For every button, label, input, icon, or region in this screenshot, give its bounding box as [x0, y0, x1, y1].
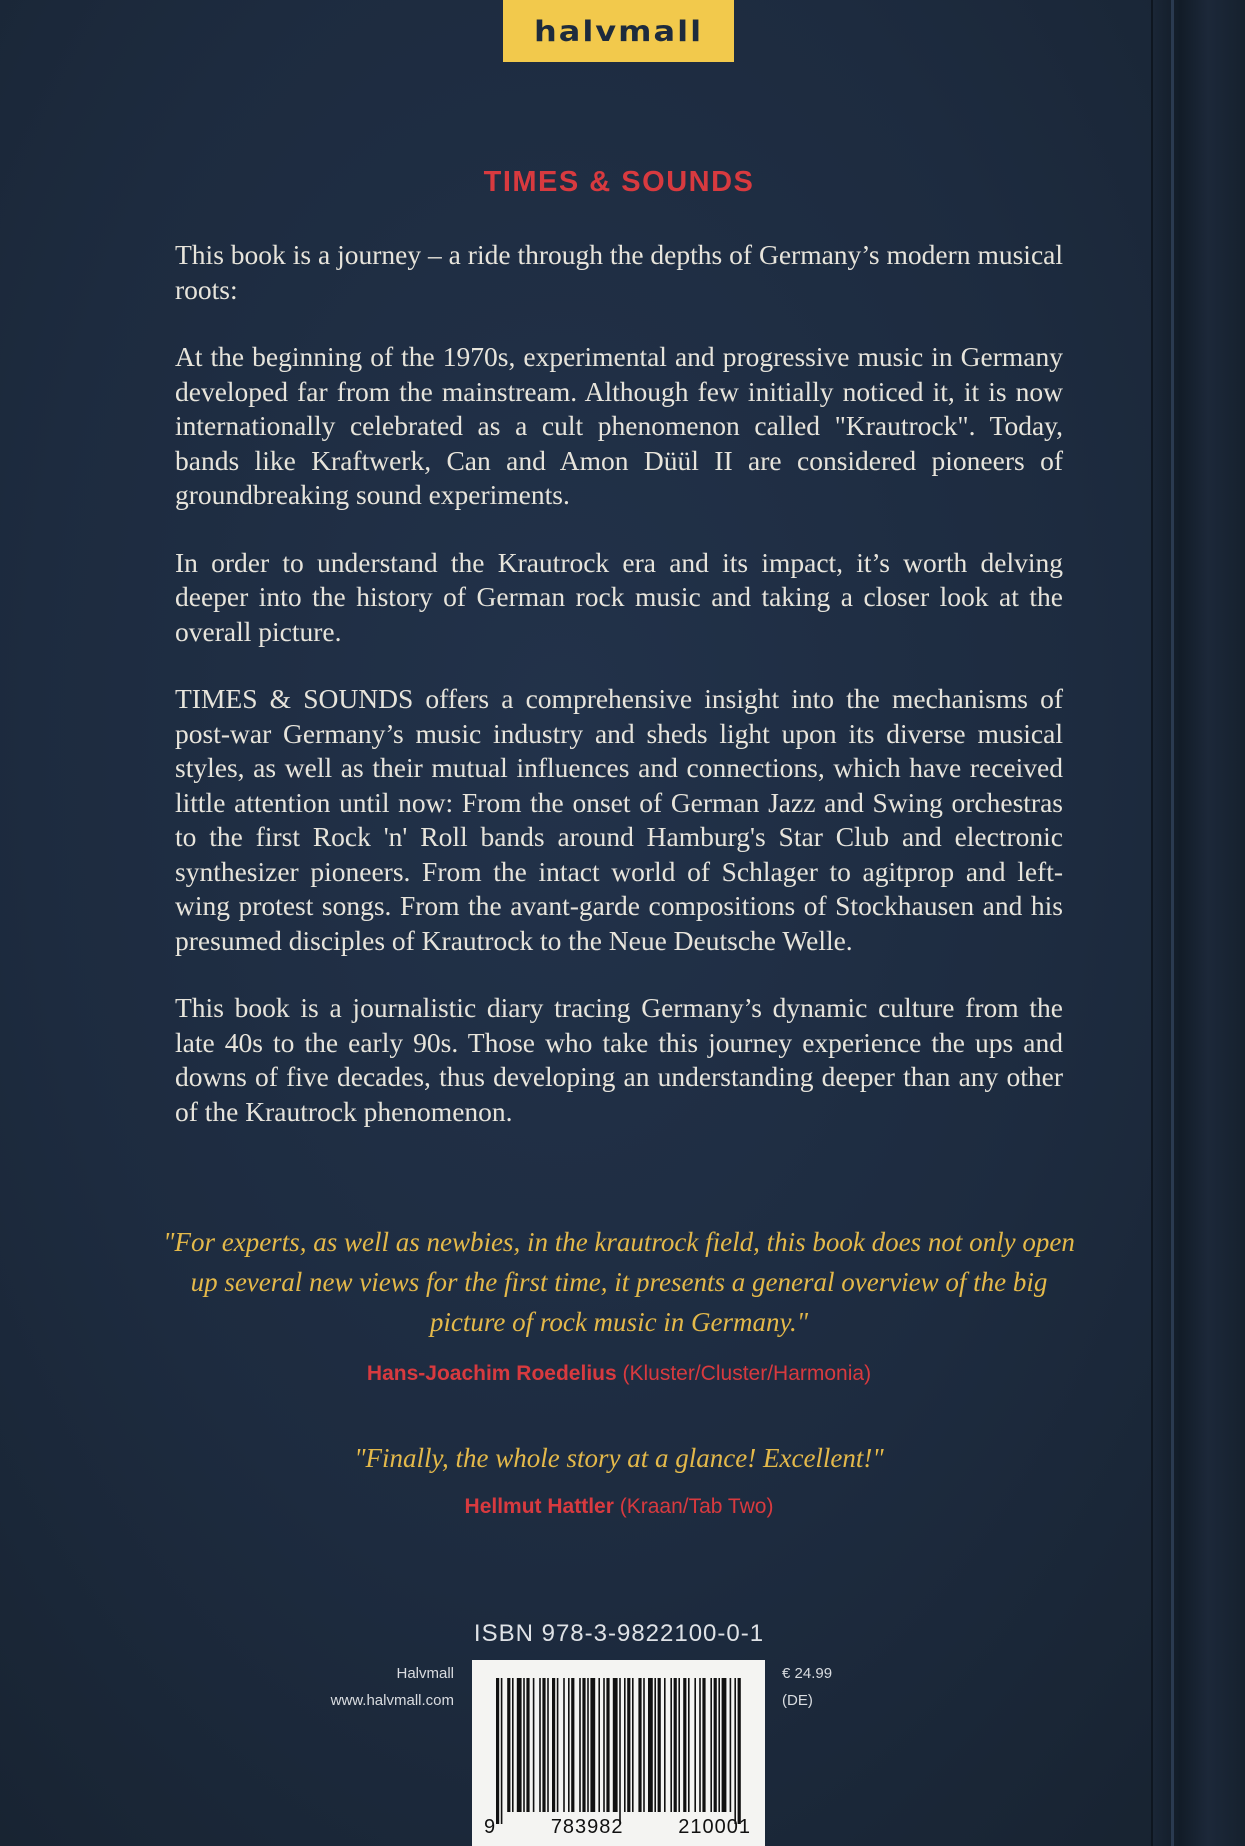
barcode-bar: [718, 1678, 720, 1812]
barcode-bar: [613, 1678, 618, 1812]
barcode-bar: [643, 1678, 645, 1812]
barcode-bar: [734, 1678, 736, 1824]
barcode-bar: [603, 1678, 605, 1812]
barcode-bar: [648, 1678, 653, 1812]
publisher-name: Halvmall: [396, 1665, 454, 1682]
barcode-bar: [552, 1678, 555, 1812]
barcode: [472, 1660, 765, 1846]
barcode-bar: [688, 1678, 690, 1812]
publisher-info: [331, 1660, 454, 1714]
barcode-bar: [539, 1678, 541, 1812]
book-title: TIMES & SOUNDS: [483, 166, 755, 198]
barcode-bar: [563, 1678, 565, 1812]
barcode-bar: [738, 1678, 741, 1824]
barcode-bar: [606, 1678, 609, 1812]
barcode-right-group: 210001: [678, 1816, 751, 1838]
barcode-bar: [710, 1678, 712, 1812]
barcode-bar: [533, 1678, 535, 1812]
blurb-paragraph-4: TIMES & SOUNDS offers a comprehensive insight into the mechanisms of post-war Germany’s music industry and sheds light upon its diverse musical styles, as well as their mutual influences and connections, which have received little attention until now: From the onset of German Jazz and Swing orchestras to the first Rock 'n' Roll bands around Hamburg's Star Club and electronic synthesizer pioneers. From the intact world of Schlager to agitprop and left-wing protest songs. From the avant-garde compositions of Stockhausen and his presumed disciples of Krautrock to the Neue Deutsche Welle.: [175, 683, 1063, 956]
spine-edge: [1151, 0, 1245, 1846]
barcode-bar: [683, 1678, 686, 1812]
isbn: ISBN 978-3-9822100-0-1: [473, 1620, 765, 1647]
quote-2-bands: (Kraan/Tab Two): [619, 1495, 774, 1518]
barcode-bar: [714, 1678, 717, 1812]
barcode-bar: [547, 1678, 549, 1812]
barcode-bar: [619, 1678, 621, 1824]
barcode-bar: [699, 1678, 701, 1812]
quote-2-attribution: [0, 1495, 1238, 1519]
quote-1-attribution: [0, 1362, 1238, 1386]
blurb-paragraph-1: This book is a journey – a ride through the depths of Germany’s modern musical roots:: [175, 239, 1063, 305]
barcode-bar: [517, 1678, 522, 1812]
barcode-bar: [496, 1678, 499, 1824]
barcode-bar: [632, 1678, 634, 1812]
barcode-bar: [638, 1678, 641, 1812]
quote-1-bands: (Kluster/Cluster/Harmonia): [622, 1362, 872, 1385]
barcode-bar: [507, 1678, 510, 1812]
barcode-bar: [624, 1678, 626, 1812]
barcode-first-digit: 9: [484, 1816, 497, 1838]
hinge-line: [1171, 0, 1174, 1846]
barcode-bar: [658, 1678, 661, 1812]
blurb: [175, 238, 1063, 1162]
price-info: [782, 1660, 832, 1714]
quote-2-author: Hellmut Hattler: [464, 1495, 614, 1518]
quote-1-author: Hans-Joachim Roedelius: [366, 1362, 617, 1385]
barcode-bar: [587, 1678, 589, 1812]
publisher-url: www.halvmall.com: [330, 1692, 454, 1709]
barcode-bar: [627, 1678, 630, 1812]
price: € 24.99: [782, 1665, 833, 1682]
barcode-digits: [472, 1816, 765, 1839]
blurb-paragraph-2: At the beginning of the 1970s, experimental and progressive music in Germany developed far from the mainstream. Although few initially noticed it, it is now internationally celebrated as a cult phenomenon called "Krautrock". Today, bands like Kraftwerk, Can and Amon Düül II are considered pioneers of groundbreaking sound experiments.: [175, 341, 1063, 510]
barcode-bar: [654, 1678, 656, 1812]
barcode-bar: [590, 1678, 595, 1812]
barcode-bar: [664, 1678, 666, 1812]
barcode-bar: [694, 1678, 696, 1812]
barcode-bar: [571, 1678, 574, 1812]
publisher-logo: halvmall: [533, 13, 704, 49]
barcode-bar: [526, 1678, 529, 1812]
barcode-bar: [557, 1678, 559, 1812]
barcode-bar: [582, 1678, 585, 1812]
publisher-logo-tab: [503, 0, 734, 62]
barcode-bar: [674, 1678, 677, 1812]
quote-1: "For experts, as well as newbies, in the krautrock field, this book does not only open up several new views for the first time, it presents a general overview of the big picture of rock music in Germany.": [163, 1227, 1075, 1337]
barcode-bar: [730, 1678, 732, 1812]
barcode-left-group: 783982: [550, 1816, 624, 1838]
barcode-bar: [670, 1678, 672, 1812]
blurb-paragraph-3: In order to understand the Krautrock era and its impact, it’s worth delving deeper into the history of German rock music and taking a closer look at the overall picture.: [175, 546, 1063, 647]
barcode-bar: [512, 1678, 514, 1812]
blurb-paragraph-5: This book is a journalistic diary tracing Germany’s dynamic culture from the late 40s to the early 90s. Those who take this journey experience the ups and downs of five decades, thus developing an understanding deeper than any other of the Krautrock phenomenon.: [175, 992, 1063, 1127]
barcode-bar: [523, 1678, 525, 1812]
barcode-bar: [598, 1678, 600, 1812]
quote-2: "Finally, the whole story at a glance! Excellent!": [354, 1443, 884, 1473]
barcode-bar: [722, 1678, 727, 1812]
barcode-bar: [568, 1678, 570, 1812]
barcode-bar: [542, 1678, 545, 1812]
price-region: (DE): [782, 1692, 813, 1709]
barcode-bar: [579, 1678, 581, 1812]
barcode-bar: [702, 1678, 705, 1812]
barcode-bar: [678, 1678, 680, 1812]
barcode-bar: [501, 1678, 503, 1824]
